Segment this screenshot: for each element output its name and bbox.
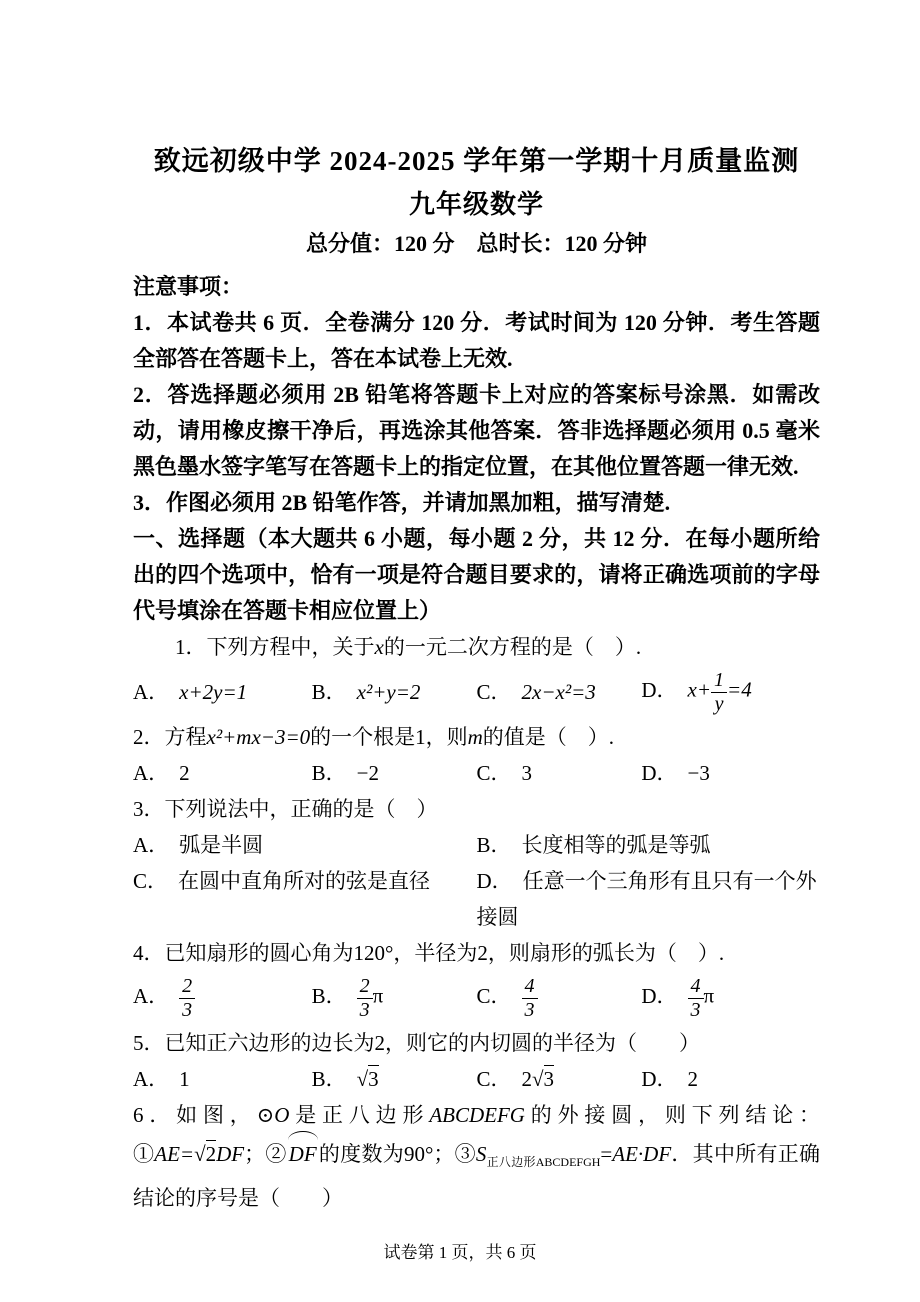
q4-option-a-label: A． [133, 983, 170, 1008]
q4-option-c-fraction [522, 975, 538, 1021]
notice-item-2: 2．答选择题必须用 2B 铅笔将答题卡上对应的答案标号涂黑．如需改动，请用橡皮擦干净后，再选涂其他答案．答非选择题必须用 0.5 毫米黑色墨水签字笔写在答题卡上的指定位置，在其他位置答题一律无效. [133, 382, 820, 479]
q5-option-d [641, 1061, 820, 1097]
q3-options-row-1 [133, 827, 820, 863]
q6-text-4: ；② [244, 1142, 287, 1166]
q6-text-1: 6．如图，⊙ [133, 1103, 275, 1127]
q6-conclusion1-post: DF [216, 1142, 245, 1166]
question-5: 5．已知正六边形的边长为2，则它的内切圆的半径为（ ） [133, 1031, 700, 1055]
q4-option-d [641, 975, 820, 1021]
question-2 [133, 719, 820, 755]
page-title: 致远初级中学 2024-2025 学年第一学期十月质量监测 [153, 146, 800, 176]
q4-option-a-numerator: 2 [182, 975, 193, 998]
q6-polygon-name: ABCDEFG [429, 1103, 525, 1127]
q4-option-b-post: π [372, 983, 384, 1008]
q2-text-1: 2．方程 [133, 725, 207, 749]
q5-option-d-value: 2 [687, 1067, 699, 1091]
notice-item-1: 1．本试卷共 6 页．全卷满分 120 分．考试时间为 120 分钟．考生答题全部答在答题卡上，答在本试卷上无效. [133, 310, 820, 371]
q4-option-a-fraction [179, 975, 195, 1021]
q1-option-a-math: x+2y=1 [179, 680, 248, 704]
q5-option-c [476, 1061, 641, 1097]
q6-arc-df: DF [287, 1133, 319, 1172]
q6-conclusion1-sqrt [194, 1140, 216, 1166]
page-subtitle: 九年级数学 [408, 190, 544, 219]
q4-option-d-numerator: 4 [690, 975, 701, 998]
q1-option-c-math: 2x−x²=3 [521, 680, 596, 704]
q2-text-2: 的一个根是1，则 [310, 725, 468, 749]
q5-option-b-radicand: 3 [368, 1067, 379, 1091]
q3-option-b-text: 长度相等的弧是等弧 [521, 833, 711, 857]
q3-option-a-label: A． [133, 833, 170, 857]
q6-area-equals: = [600, 1142, 613, 1166]
q3-option-d-text: 任意一个三角形有且只有一个外接圆 [476, 869, 817, 929]
q2-option-b [312, 755, 477, 791]
q4-option-b-numerator: 2 [359, 975, 370, 998]
q5-option-a-value: 1 [179, 1067, 190, 1091]
q5-option-a [133, 1061, 312, 1097]
q6-text-2: 是正八边形 [289, 1103, 430, 1127]
q6-area-rhs: AE·DF [612, 1142, 672, 1166]
q2-option-c-value: 3 [521, 761, 532, 785]
q2-var-m: m [467, 725, 483, 749]
q1-option-c [476, 674, 641, 710]
q4-option-c [476, 975, 641, 1021]
q5-option-c-pre: 2 [521, 1067, 532, 1091]
q4-option-b-fraction [357, 975, 373, 1021]
q3-option-c-text: 在圆中直角所对的弦是直径 [178, 869, 431, 893]
q3-option-b [477, 827, 821, 863]
q4-option-b-denominator: 3 [357, 998, 373, 1021]
q6-text-3: 的外接圆，则下列结论：① [133, 1103, 820, 1166]
q6-conclusion1-pre: AE= [154, 1142, 195, 1166]
q1-text-1: 1．下列方程中，关于 [175, 635, 375, 659]
q5-option-c-sqrt [532, 1065, 554, 1091]
q1-option-c-label: C． [476, 680, 512, 704]
q4-option-d-denominator: 3 [688, 998, 704, 1021]
q1-option-b [312, 674, 477, 710]
q1-option-d-fraction [711, 669, 727, 715]
q6-area-symbol: S [475, 1142, 487, 1166]
q6-text-6: ．其中所有正确结论的序号是（ ） [133, 1142, 821, 1211]
q1-option-a-label: A． [133, 680, 170, 704]
q5-option-b-sqrt [357, 1065, 379, 1091]
q1-option-d-pre: x+ [687, 677, 712, 702]
q3-option-a-text: 弧是半圆 [179, 833, 264, 857]
q1-option-b-math: x²+y=2 [356, 680, 421, 704]
q5-option-d-label: D． [641, 1067, 678, 1091]
q3-option-c [133, 863, 477, 935]
q2-text-3: 的值是（ ）. [482, 725, 615, 749]
question-6 [133, 1097, 820, 1216]
question-4: 4．已知扇形的圆心角为120°，半径为2，则扇形的弧长为（ ）. [133, 941, 725, 965]
q4-option-a-denominator: 3 [179, 998, 195, 1021]
q3-option-d-label: D． [476, 869, 513, 893]
q3-option-d [477, 863, 821, 935]
q2-option-c [476, 755, 641, 791]
q4-options [133, 971, 820, 1025]
q5-option-a-label: A． [133, 1067, 170, 1091]
notice-heading: 注意事项： [133, 274, 244, 299]
q6-text-5: 的度数为90°；③ [318, 1142, 476, 1166]
section-heading: 一、选择题（本大题共 6 小题，每小题 2 分，共 12 分．在每小题所给出的四个选项中，恰有一项是符合题目要求的，请将正确选项前的字母代号填涂在答题卡相应位置上） [133, 526, 820, 623]
q2-option-b-label: B． [311, 761, 347, 785]
q4-option-a [133, 975, 312, 1021]
notice-item-3: 3．作图必须用 2B 铅笔作答，并请加黑加粗，描写清楚. [133, 490, 671, 515]
q2-option-a-label: A． [133, 761, 170, 785]
page-footer: 试卷第 1 页，共 6 页 [383, 1243, 537, 1262]
q6-area-subscript: 正八边形ABCDEFGH [486, 1155, 601, 1170]
q1-option-d-denominator: y [711, 692, 727, 715]
q5-option-b [312, 1061, 477, 1097]
q5-options [133, 1061, 820, 1097]
q2-option-b-value: −2 [356, 761, 379, 785]
q2-option-a-value: 2 [179, 761, 190, 785]
q4-option-d-fraction [688, 975, 704, 1021]
question-3: 3．下列说法中，正确的是（ ） [133, 797, 438, 821]
q4-option-b-label: B． [311, 983, 347, 1008]
q4-option-c-numerator: 4 [524, 975, 535, 998]
q1-option-b-label: B． [311, 680, 347, 704]
q1-option-d-label: D． [641, 677, 678, 702]
q2-formula-1: x²+mx−3=0 [206, 725, 311, 749]
q3-option-a [133, 827, 477, 863]
q3-option-c-label: C． [133, 869, 169, 893]
question-1 [133, 629, 820, 665]
q6-conclusion1-radicand: 2 [205, 1142, 217, 1166]
q2-option-c-label: C． [476, 761, 512, 785]
q1-option-d [641, 669, 820, 715]
q1-option-d-numerator: 1 [714, 669, 725, 692]
q1-option-d-post: =4 [727, 677, 752, 702]
q3-option-b-label: B． [476, 833, 512, 857]
q4-option-c-denominator: 3 [522, 998, 538, 1021]
q3-options-row-2 [133, 863, 820, 935]
q2-option-d-label: D． [641, 761, 678, 785]
q1-option-a [133, 674, 312, 710]
q5-option-c-radicand: 3 [543, 1067, 555, 1091]
q4-option-b [312, 975, 477, 1021]
q5-option-c-label: C． [476, 1067, 512, 1091]
q2-option-d [641, 755, 820, 791]
q4-option-c-label: C． [476, 983, 512, 1008]
q5-option-b-label: B． [311, 1067, 347, 1091]
q1-options [133, 665, 820, 719]
q1-var-x: x [374, 635, 384, 659]
q6-circle-center-o: O [274, 1103, 290, 1127]
score-line: 总分值：120 分 总时长：120 分钟 [305, 231, 647, 256]
q4-option-d-post: π [703, 983, 715, 1008]
q4-option-d-label: D． [641, 983, 678, 1008]
q2-options [133, 755, 820, 791]
q1-text-2: 的一元二次方程的是（ ）. [383, 635, 642, 659]
q2-option-a [133, 755, 312, 791]
q2-option-d-value: −3 [687, 761, 710, 785]
